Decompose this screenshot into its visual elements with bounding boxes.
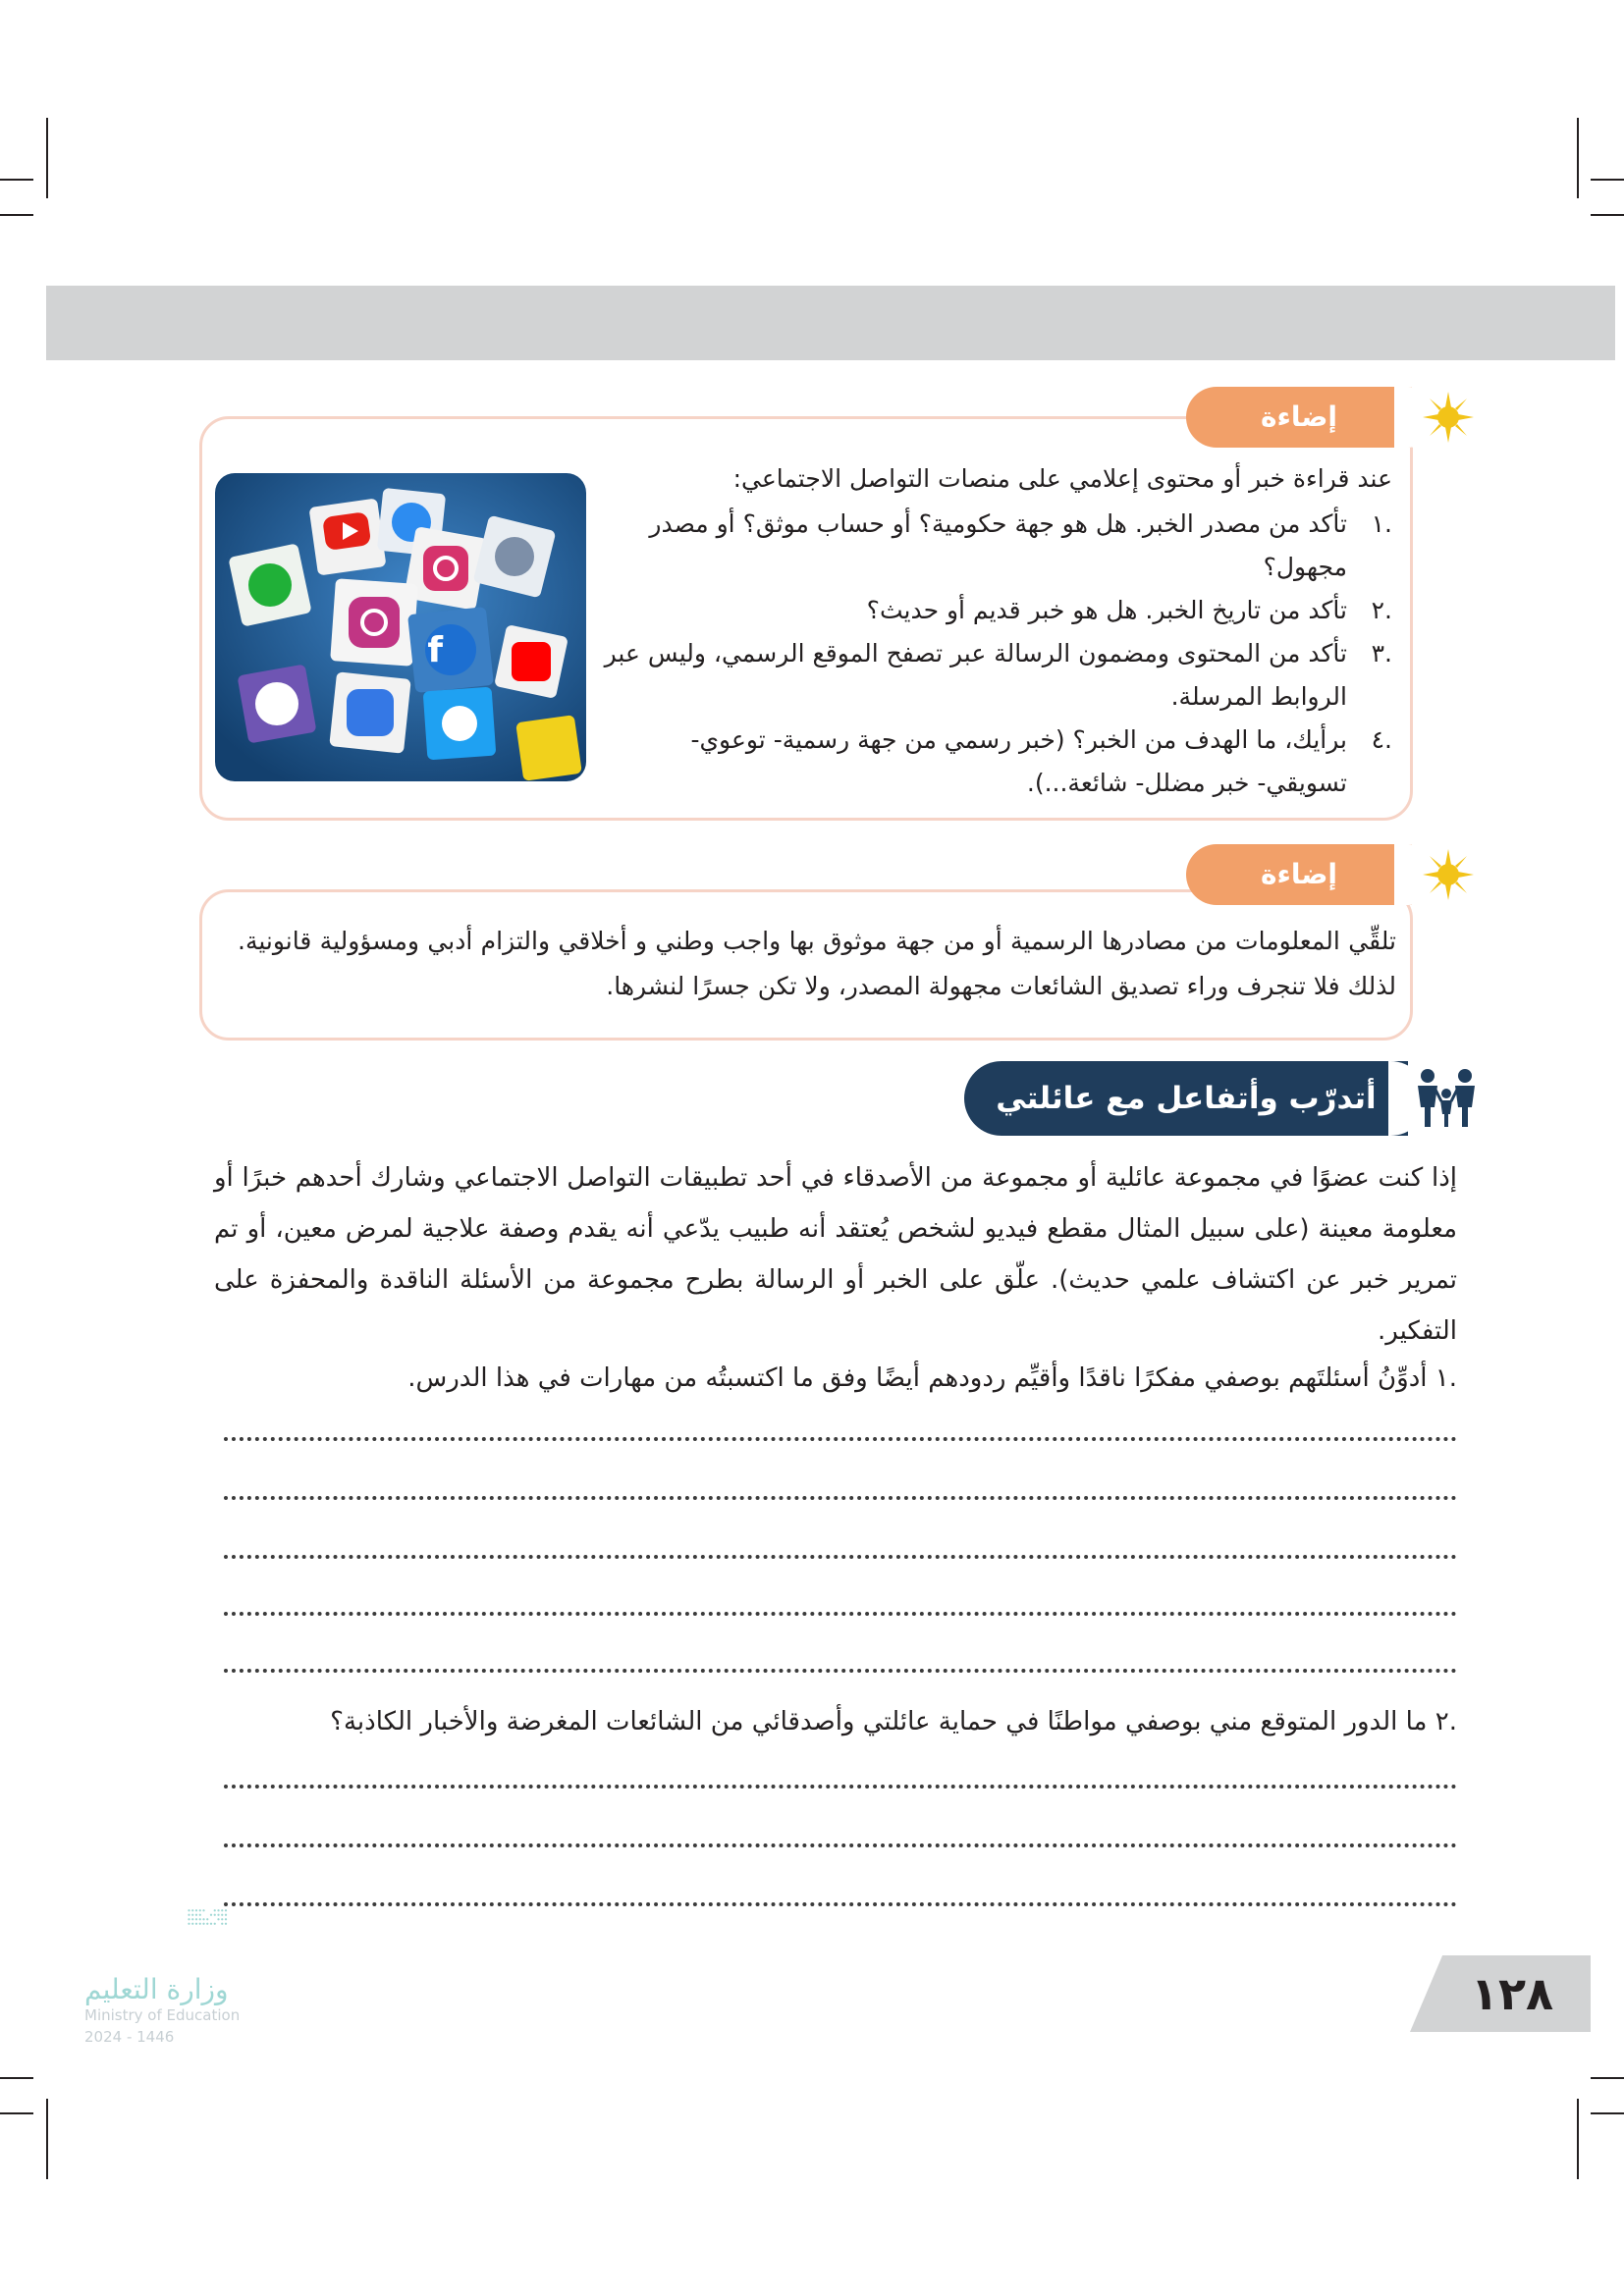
list-number: .٢ <box>1371 596 1392 624</box>
crop-mark <box>0 179 33 181</box>
crop-mark <box>0 2077 33 2079</box>
info-tab-1 <box>1186 387 1412 448</box>
ministry-year: 2024 - 1446 <box>84 2028 175 2046</box>
list-text: تأكد من مصدر الخبر. هل هو جهة حكومية؟ أو حساب موثق؟ أو مصدر مجهول؟ <box>649 509 1347 581</box>
list-text: تأكد من تاريخ الخبر. هل هو خبر قديم أو حديث؟ <box>866 596 1347 624</box>
page-number: ١٢٨ <box>1470 1967 1554 2020</box>
answer-line[interactable] <box>224 1437 1457 1441</box>
crop-mark <box>1577 118 1579 198</box>
family-icon <box>1414 1068 1479 1129</box>
answer-line[interactable] <box>224 1612 1457 1616</box>
crop-mark <box>1591 179 1624 181</box>
ministry-name-en: Ministry of Education <box>84 2006 241 2024</box>
svg-text:f: f <box>427 630 443 670</box>
list-number: .٤ <box>1371 725 1392 754</box>
list-text: تأكد من المحتوى ومضمون الرسالة عبر تصفح الموقع الرسمي، وليس عبر الروابط المرسلة. <box>604 639 1347 711</box>
list-number: .١ <box>1371 509 1392 538</box>
sun-icon <box>1421 847 1476 902</box>
ministry-name-ar: وزارة التعليم <box>84 1973 229 2005</box>
info-intro: عند قراءة خبر أو محتوى إعلامي على منصات التواصل الاجتماعي: <box>732 464 1392 493</box>
list-item <box>597 589 1392 632</box>
question-1: .١ أدوِّنُ أسئلتَهم بوصفي مفكرًا ناقدًا وأقيِّم ردودهم أيضًا وفق ما اكتسبتُه من مهارات في هذا الدرس. <box>407 1363 1457 1393</box>
list-item <box>597 503 1392 589</box>
answer-line[interactable] <box>224 1843 1457 1847</box>
social-media-photo <box>215 473 586 781</box>
crop-mark <box>46 2099 48 2179</box>
crop-mark <box>0 2112 33 2114</box>
crop-mark <box>1591 2112 1624 2114</box>
info-tab-2 <box>1186 844 1412 905</box>
answer-line[interactable] <box>224 1669 1457 1673</box>
crop-mark <box>1591 214 1624 216</box>
list-number: .٣ <box>1371 639 1392 667</box>
activity-paragraph: إذا كنت عضوًا في مجموعة عائلية أو مجموعة من الأصدقاء في أحد تطبيقات التواصل الاجتماعي وشارك أحدهم خبرًا أو معلومة معينة (على سبيل المثال مقطع فيديو لشخص يُعتقد أنه طبيب يدّعي أنه يقدم وصفة علاجية لمرض معين، أو تم تمرير خبر عن اكتشاف علمي حديث). علّق على الخبر أو الرسالة بطرح مجموعة من الأسئلة الناقدة والمحفزة على التفكير. <box>214 1163 1457 1346</box>
info-tab-label: إضاءة <box>1260 858 1337 890</box>
answer-line[interactable] <box>224 1555 1457 1559</box>
info-tab-label: إضاءة <box>1260 400 1337 433</box>
ministry-logo-icon <box>84 1908 320 1967</box>
list-item <box>597 632 1392 719</box>
crop-mark <box>1577 2099 1579 2179</box>
list-item <box>597 719 1392 805</box>
sun-icon <box>1421 390 1476 445</box>
crop-mark <box>0 214 33 216</box>
crop-mark <box>1591 2077 1624 2079</box>
header-band <box>46 286 1615 360</box>
info-box-2-text: تلقِّي المعلومات من مصادرها الرسمية أو من جهة موثوق بها واجب وطني و أخلاقي والتزام أدبي ومسؤولية قانونية. لذلك فلا تنجرف وراء تصديق الشائعات مجهولة المصدر، ولا تكن جسرًا لنشرها. <box>238 927 1396 1000</box>
answer-line[interactable] <box>224 1902 1457 1906</box>
question-2: .٢ ما الدور المتوقع مني بوصفي مواطنًا في حماية عائلتي وأصدقائي من الشائعات المغرضة والأخبار الكاذبة؟ <box>330 1707 1457 1736</box>
answer-line[interactable] <box>224 1785 1457 1789</box>
section-title: أتدرّب وأتفاعل مع عائلتي <box>996 1081 1377 1116</box>
list-text: برأيك، ما الهدف من الخبر؟ (خبر رسمي من جهة رسمية- توعوي- تسويقي- خبر مضلل- شائعة...). <box>690 725 1347 797</box>
answer-line[interactable] <box>224 1496 1457 1500</box>
info-list <box>597 503 1392 805</box>
section-heading <box>964 1061 1408 1136</box>
crop-mark <box>46 118 48 198</box>
